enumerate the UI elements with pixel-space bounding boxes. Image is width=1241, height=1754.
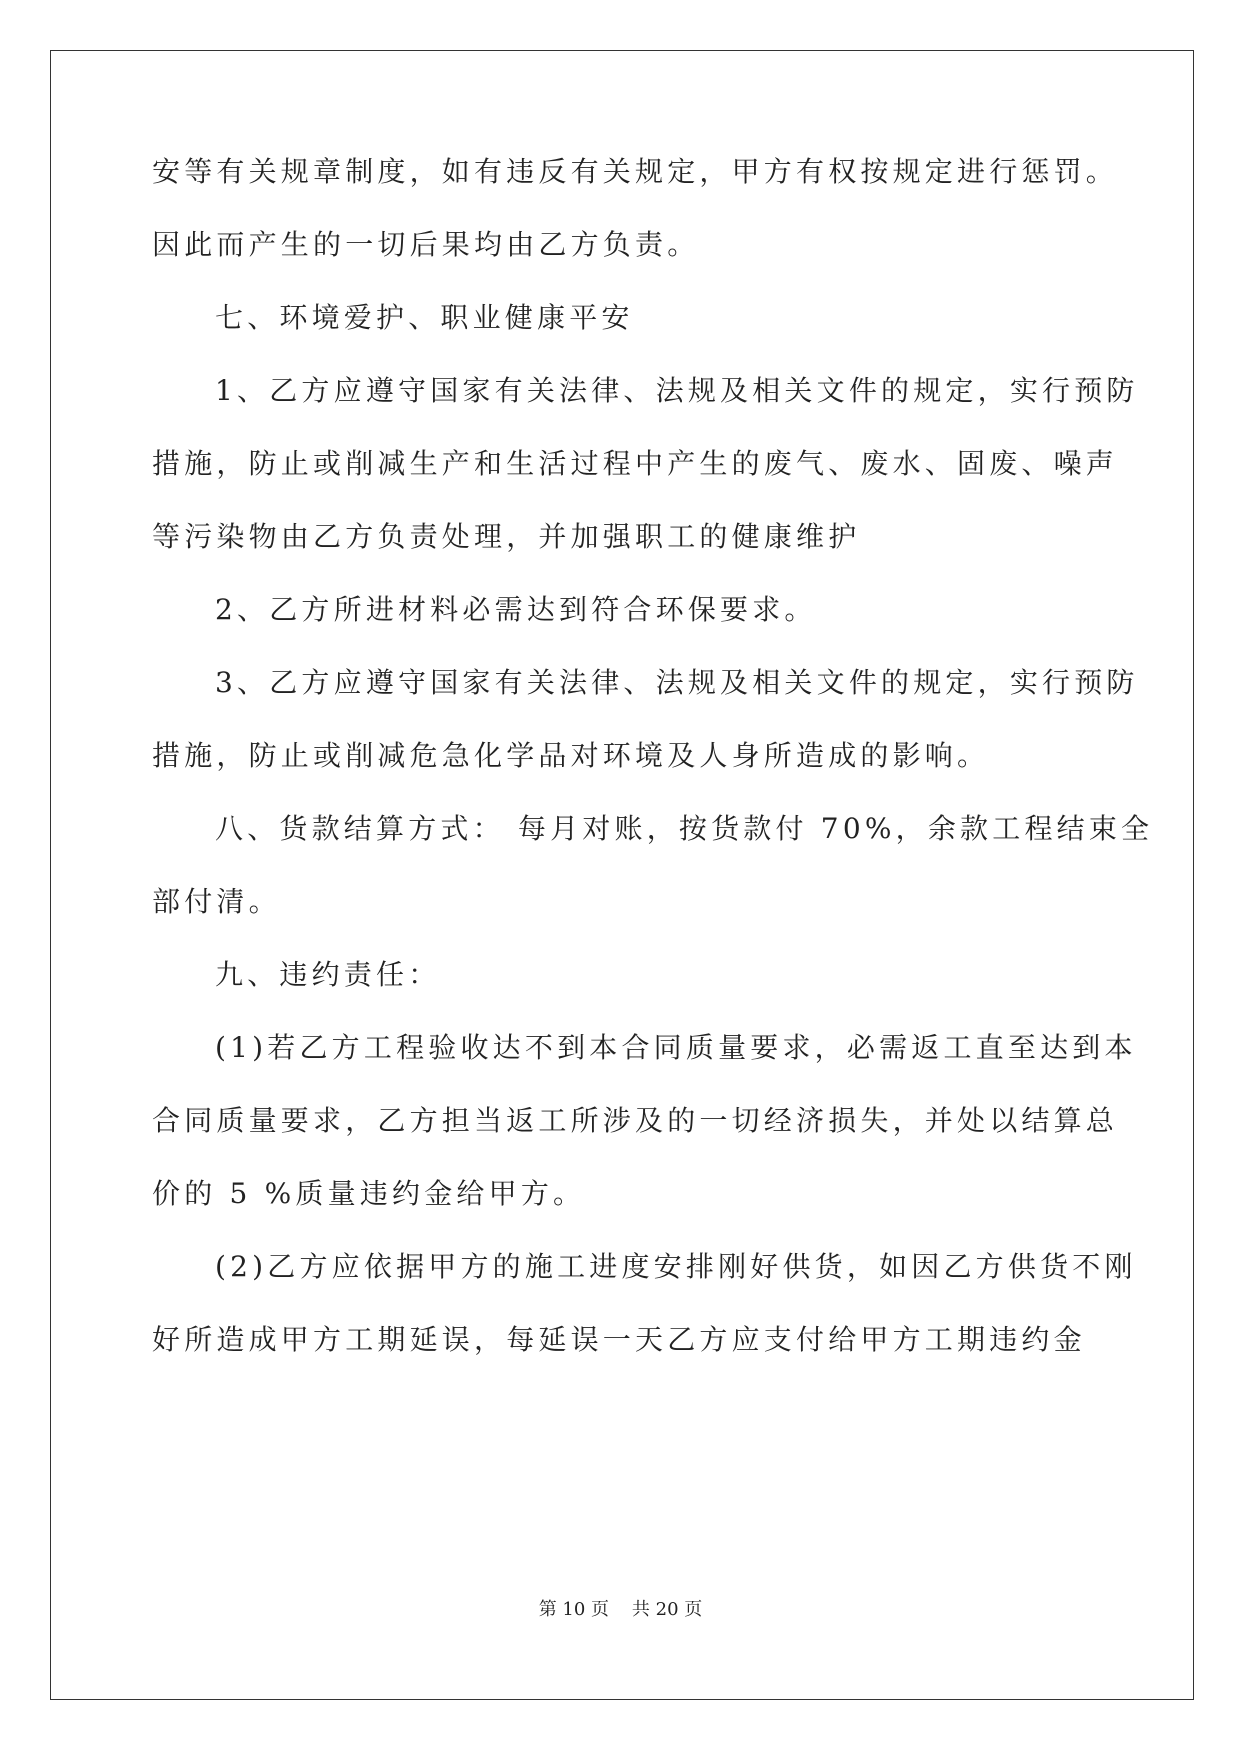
text-line: 部付清。 (152, 885, 281, 918)
text-line: 等污染物由乙方负责处理，并加强职工的健康维护 (152, 520, 861, 553)
text-line: 合同质量要求，乙方担当返工所涉及的一切经济损失，并处以结算总 (152, 1104, 1119, 1137)
text-line: 安等有关规章制度，如有违反有关规定，甲方有权按规定进行惩罚。 (152, 155, 1119, 188)
section-heading: 七、环境爱护、职业健康平安 (215, 301, 634, 334)
text-line: 措施，防止或削减危急化学品对环境及人身所造成的影响。 (152, 739, 990, 772)
text-line: 3、乙方应遵守国家有关法律、法规及相关文件的规定，实行预防 (215, 666, 1139, 699)
section-heading: 九、违约责任： (215, 958, 441, 991)
text-line: 好所造成甲方工期延误，每延误一天乙方应支付给甲方工期违约金 (152, 1323, 1086, 1356)
section-heading: 八、货款结算方式： 每月对账，按货款付 70%，余款工程结束全 (215, 812, 1154, 845)
text-line: (1)若乙方工程验收达不到本合同质量要求，必需返工直至达到本 (215, 1031, 1137, 1064)
text-line: 价的 5 %质量违约金给甲方。 (152, 1177, 586, 1210)
page-number: 第 10 页 共 20 页 (538, 1599, 703, 1620)
text-line: 措施，防止或削减生产和生活过程中产生的废气、废水、固废、噪声 (152, 447, 1119, 480)
text-line: 2、乙方所进材料必需达到符合环保要求。 (215, 593, 817, 626)
text-line: 因此而产生的一切后果均由乙方负责。 (152, 228, 700, 261)
text-line: 1、乙方应遵守国家有关法律、法规及相关文件的规定，实行预防 (215, 374, 1139, 407)
text-line: (2)乙方应依据甲方的施工进度安排刚好供货，如因乙方供货不刚 (215, 1250, 1137, 1283)
